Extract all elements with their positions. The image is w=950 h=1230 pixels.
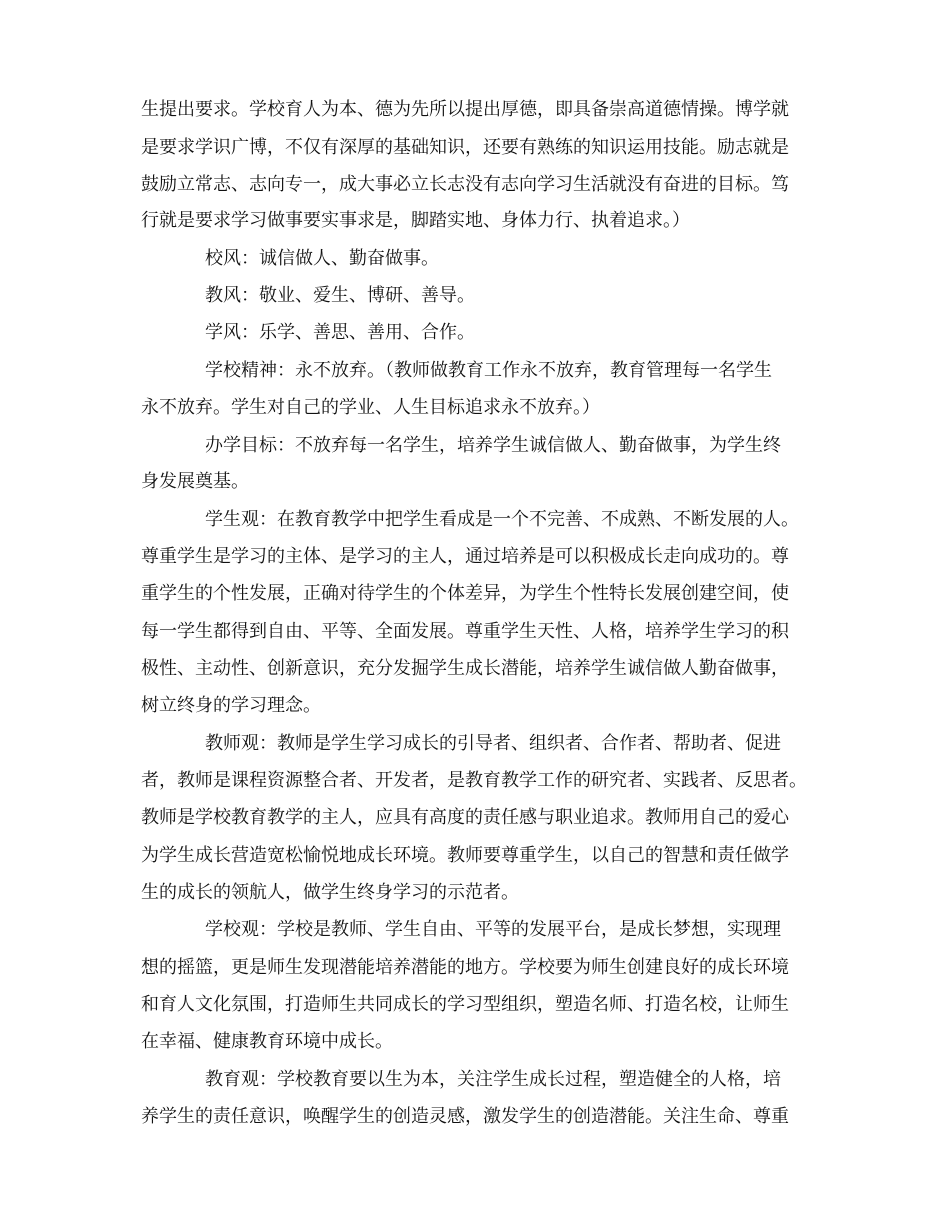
text-line: 教风：敬业、爱生、博研、善导。 bbox=[205, 285, 475, 306]
text-line: 学风：乐学、善思、善用、合作。 bbox=[205, 322, 475, 343]
text-line: 者，教师是课程资源整合者、开发者，是教育教学工作的研究者、实践者、反思者。 bbox=[141, 770, 807, 791]
text-line: 树立终身的学习理念。 bbox=[141, 695, 321, 716]
text-line: 学校观：学校是教师、学生自由、平等的发展平台，是成长梦想，实现理 bbox=[205, 919, 781, 940]
text-line: 为学生成长营造宽松愉悦地成长环境。教师要尊重学生，以自己的智慧和责任做学 bbox=[141, 845, 789, 866]
text-line: 学校精神：永不放弃。（教师做教育工作永不放弃，教育管理每一名学生 bbox=[205, 360, 772, 381]
text-line: 和育人文化氛围，打造师生共同成长的学习型组织，塑造名师、打造名校，让师生 bbox=[141, 994, 789, 1015]
text-line: 永不放弃。学生对自己的学业、人生目标追求永不放弃。） bbox=[141, 397, 600, 418]
text-line: 在幸福、健康教育环境中成长。 bbox=[141, 1031, 393, 1052]
text-line: 教育观：学校教育要以生为本，关注学生成长过程，塑造健全的人格，培 bbox=[205, 1069, 781, 1090]
text-line: 是要求学识广博，不仅有深厚的基础知识，还要有熟练的知识运用技能。励志就是 bbox=[141, 137, 789, 158]
text-line: 重学生的个性发展，正确对待学生的个体差异，为学生个性特长发展创建空间，使 bbox=[141, 583, 789, 604]
text-line: 教师是学校教育教学的主人，应具有高度的责任感与职业追求。教师用自己的爱心 bbox=[141, 807, 789, 828]
text-line: 教师观：教师是学生学习成长的引导者、组织者、合作者、帮助者、促进 bbox=[205, 733, 781, 754]
text-line: 鼓励立常志、志向专一，成大事必立长志没有志向学习生活就没有奋进的目标。笃 bbox=[141, 174, 789, 195]
text-line: 身发展奠基。 bbox=[141, 471, 249, 492]
text-line: 极性、主动性、创新意识，充分发掘学生成长潜能，培养学生诚信做人勤奋做事， bbox=[141, 658, 789, 679]
text-line: 生提出要求。学校育人为本、德为先所以提出厚德，即具备崇高道德情操。博学就 bbox=[141, 99, 789, 120]
text-line: 校风：诚信做人、勤奋做事。 bbox=[205, 248, 439, 269]
text-line: 想的摇篮，更是师生发现潜能培养潜能的地方。学校要为师生创建良好的成长环境 bbox=[141, 957, 789, 978]
text-line: 行就是要求学习做事要实事求是，脚踏实地、身体力行、执着追求。） bbox=[141, 210, 690, 231]
text-line: 办学目标：不放弃每一名学生，培养学生诚信做人、勤奋做事，为学生终 bbox=[205, 435, 781, 456]
text-line: 每一学生都得到自由、平等、全面发展。尊重学生天性、人格，培养学生学习的积 bbox=[141, 621, 789, 642]
text-line: 生的成长的领航人，做学生终身学习的示范者。 bbox=[141, 882, 519, 903]
text-line: 尊重学生是学习的主体、是学习的主人，通过培养是可以积极成长走向成功的。尊 bbox=[141, 546, 789, 567]
text-line: 养学生的责任意识，唤醒学生的创造灵感，激发学生的创造潜能。关注生命、尊重 bbox=[141, 1106, 789, 1127]
text-line: 学生观：在教育教学中把学生看成是一个不完善、不成熟、不断发展的人。 bbox=[205, 509, 799, 530]
